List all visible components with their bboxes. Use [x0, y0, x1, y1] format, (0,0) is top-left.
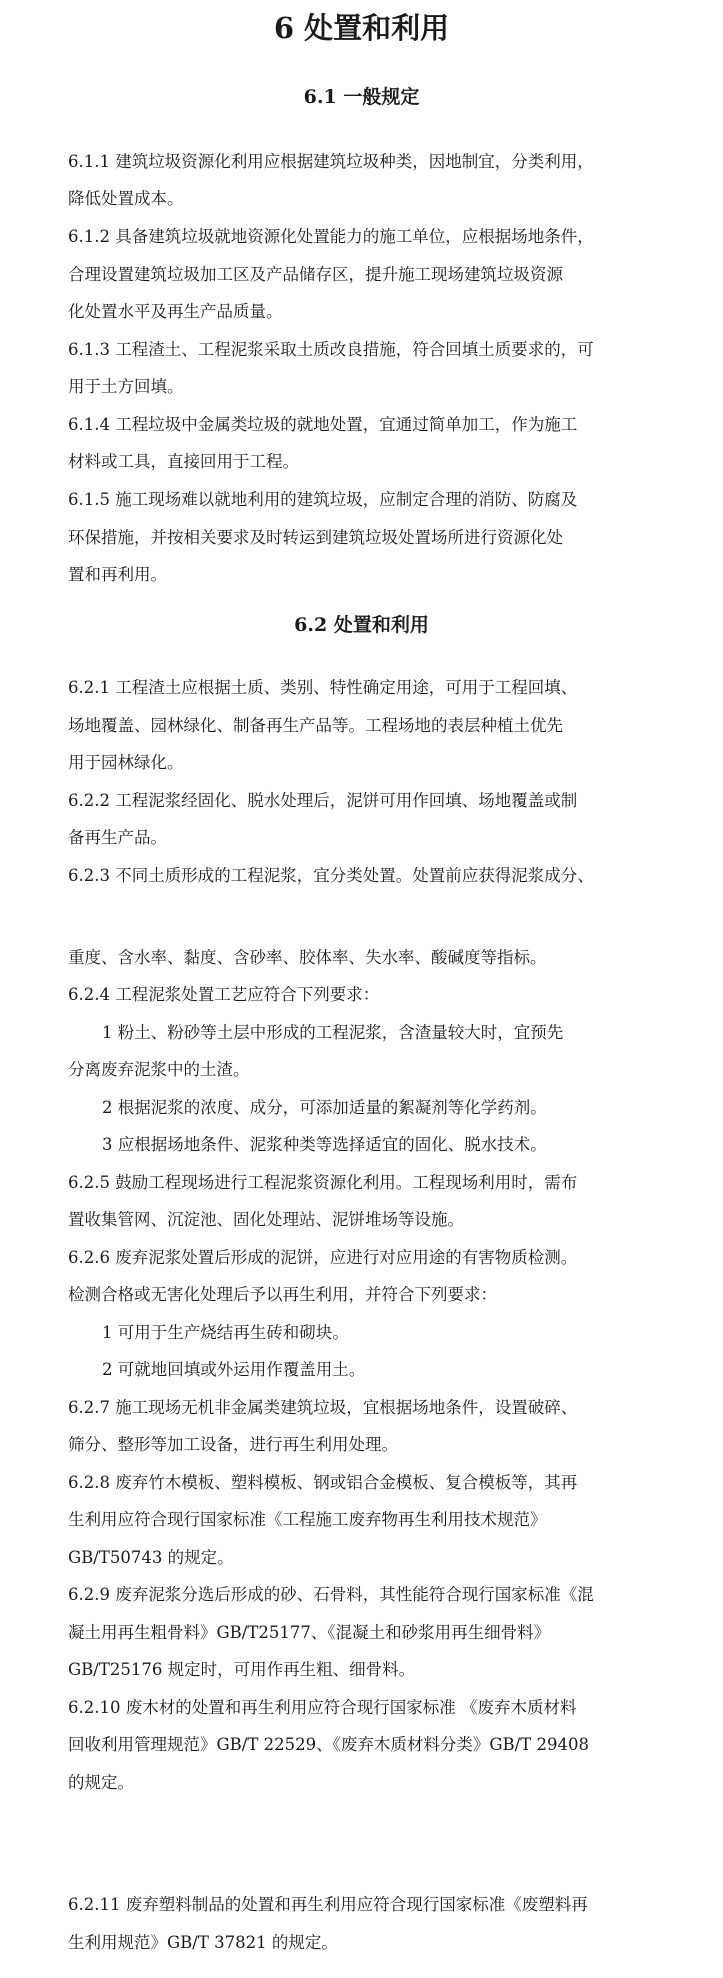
clause-6-1-5-line-3: 置和再利用。 [68, 565, 167, 584]
clause-6-1-4-line-2: 材料或工具，直接回用于工程。 [68, 452, 299, 471]
clause-6-2-10-line-3: 的规定。 [68, 1773, 134, 1792]
clause-6-1-2-line-2: 合理设置建筑垃圾加工区及产品储存区，提升施工现场建筑垃圾资源 [68, 265, 563, 284]
clause-6-2-1-line-3: 用于园林绿化。 [68, 753, 184, 772]
clause-6-1-5-line-2: 环保措施，并按相关要求及时转运到建筑垃圾处置场所进行资源化处 [68, 528, 563, 547]
clause-6-2-5-line-1: 6.2.5 鼓励工程现场进行工程泥浆资源化利用。工程现场利用时，需布 [68, 1173, 578, 1192]
clause-6-1-4-line-1: 6.1.4 工程垃圾中金属类垃圾的就地处置，宜通过简单加工，作为施工 [68, 415, 578, 434]
clause-6-1-2-line-3: 化处置水平及再生产品质量。 [68, 302, 283, 321]
clause-6-2-6-line-1: 6.2.6 废弃泥浆处置后形成的泥饼，应进行对应用途的有害物质检测。 [68, 1248, 578, 1267]
clause-6-1-3-line-1: 6.1.3 工程渣土、工程泥浆采取土质改良措施，符合回填土质要求的，可 [68, 340, 594, 359]
clause-6-2-4-item-1-line-2: 分离废弃泥浆中的土渣。 [68, 1060, 250, 1079]
clause-6-2-11-line-1: 6.2.11 废弃塑料制品的处置和再生利用应符合现行国家标准《废塑料再 [68, 1895, 588, 1914]
clause-6-2-5-line-2: 置收集管网、沉淀池、固化处理站、泥饼堆场等设施。 [68, 1210, 464, 1229]
clause-6-2-8-line-2: 生利用应符合现行国家标准《工程施工废弃物再生利用技术规范》 [68, 1510, 547, 1529]
clause-6-2-3-line-1: 6.2.3 不同土质形成的工程泥浆，宜分类处置。处置前应获得泥浆成分、 [68, 866, 594, 885]
clause-6-2-6-item-2: 2 可就地回填或外运用作覆盖用土。 [102, 1360, 366, 1379]
clause-6-2-7-line-2: 筛分、整形等加工设备，进行再生利用处理。 [68, 1435, 398, 1454]
clause-6-2-9-line-2: 凝土用再生粗骨料》GB/T25177、《混凝土和砂浆用再生细骨料》 [68, 1623, 551, 1642]
clause-6-1-1-line-2: 降低处置成本。 [68, 189, 184, 208]
clause-6-2-2-line-1: 6.2.2 工程泥浆经固化、脱水处理后，泥饼可用作回填、场地覆盖或制 [68, 791, 578, 810]
clause-6-1-2-line-1: 6.1.2 具备建筑垃圾就地资源化处置能力的施工单位，应根据场地条件， [68, 227, 594, 246]
clause-6-2-7-line-1: 6.2.7 施工现场无机非金属类建筑垃圾，宜根据场地条件，设置破碎、 [68, 1398, 578, 1417]
clause-6-2-9-line-1: 6.2.9 废弃泥浆分选后形成的砂、石骨料，其性能符合现行国家标准《混 [68, 1585, 594, 1604]
clause-6-1-1-line-1: 6.1.1 建筑垃圾资源化利用应根据建筑垃圾种类，因地制宜，分类利用， [68, 152, 594, 171]
clause-6-1-5-line-1: 6.1.5 施工现场难以就地利用的建筑垃圾，应制定合理的消防、防腐及 [68, 490, 578, 509]
clause-6-2-4-item-2: 2 根据泥浆的浓度、成分，可添加适量的絮凝剂等化学药剂。 [102, 1098, 547, 1117]
clause-6-2-3-line-2: 重度、含水率、黏度、含砂率、胶体率、失水率、酸碱度等指标。 [68, 948, 547, 967]
clause-6-2-4-item-3: 3 应根据场地条件、泥浆种类等选择适宜的固化、脱水技术。 [102, 1135, 547, 1154]
chapter-title: 6 处置和利用 [273, 11, 450, 45]
clause-6-2-6-line-2: 检测合格或无害化处理后予以再生利用，并符合下列要求： [68, 1285, 497, 1304]
clause-6-2-11-line-2: 生利用规范》GB/T 37821 的规定。 [68, 1933, 338, 1952]
clause-6-2-2-line-2: 备再生产品。 [68, 828, 167, 847]
section-title-6-2: 6.2 处置和利用 [294, 614, 429, 636]
clause-6-2-9-line-3: GB/T25176 规定时，可用作再生粗、细骨料。 [68, 1660, 416, 1679]
clause-6-2-8-line-3: GB/T50743 的规定。 [68, 1548, 234, 1567]
clause-6-2-4-item-1-line-1: 1 粉土、粉砂等土层中形成的工程泥浆，含渣量较大时，宜预先 [102, 1023, 564, 1042]
clause-6-2-6-item-1: 1 可用于生产烧结再生砖和砌块。 [102, 1323, 349, 1342]
clause-6-2-8-line-1: 6.2.8 废弃竹木模板、塑料模板、钢或铝合金模板、复合模板等，其再 [68, 1473, 578, 1492]
clause-6-2-10-line-2: 回收利用管理规范》GB/T 22529、《废弃木质材料分类》GB/T 29408 [68, 1735, 589, 1754]
section-title-6-1: 6.1 一般规定 [303, 86, 420, 108]
clause-6-2-4-line-1: 6.2.4 工程泥浆处置工艺应符合下列要求： [68, 985, 380, 1004]
clause-6-2-1-line-2: 场地覆盖、园林绿化、制备再生产品等。工程场地的表层种植土优先 [68, 716, 563, 735]
clause-6-1-3-line-2: 用于土方回填。 [68, 377, 184, 396]
clause-6-2-1-line-1: 6.2.1 工程渣土应根据土质、类别、特性确定用途，可用于工程回填、 [68, 678, 578, 697]
clause-6-2-10-line-1: 6.2.10 废木材的处置和再生利用应符合现行国家标准 《废弃木质材料 [68, 1698, 577, 1717]
